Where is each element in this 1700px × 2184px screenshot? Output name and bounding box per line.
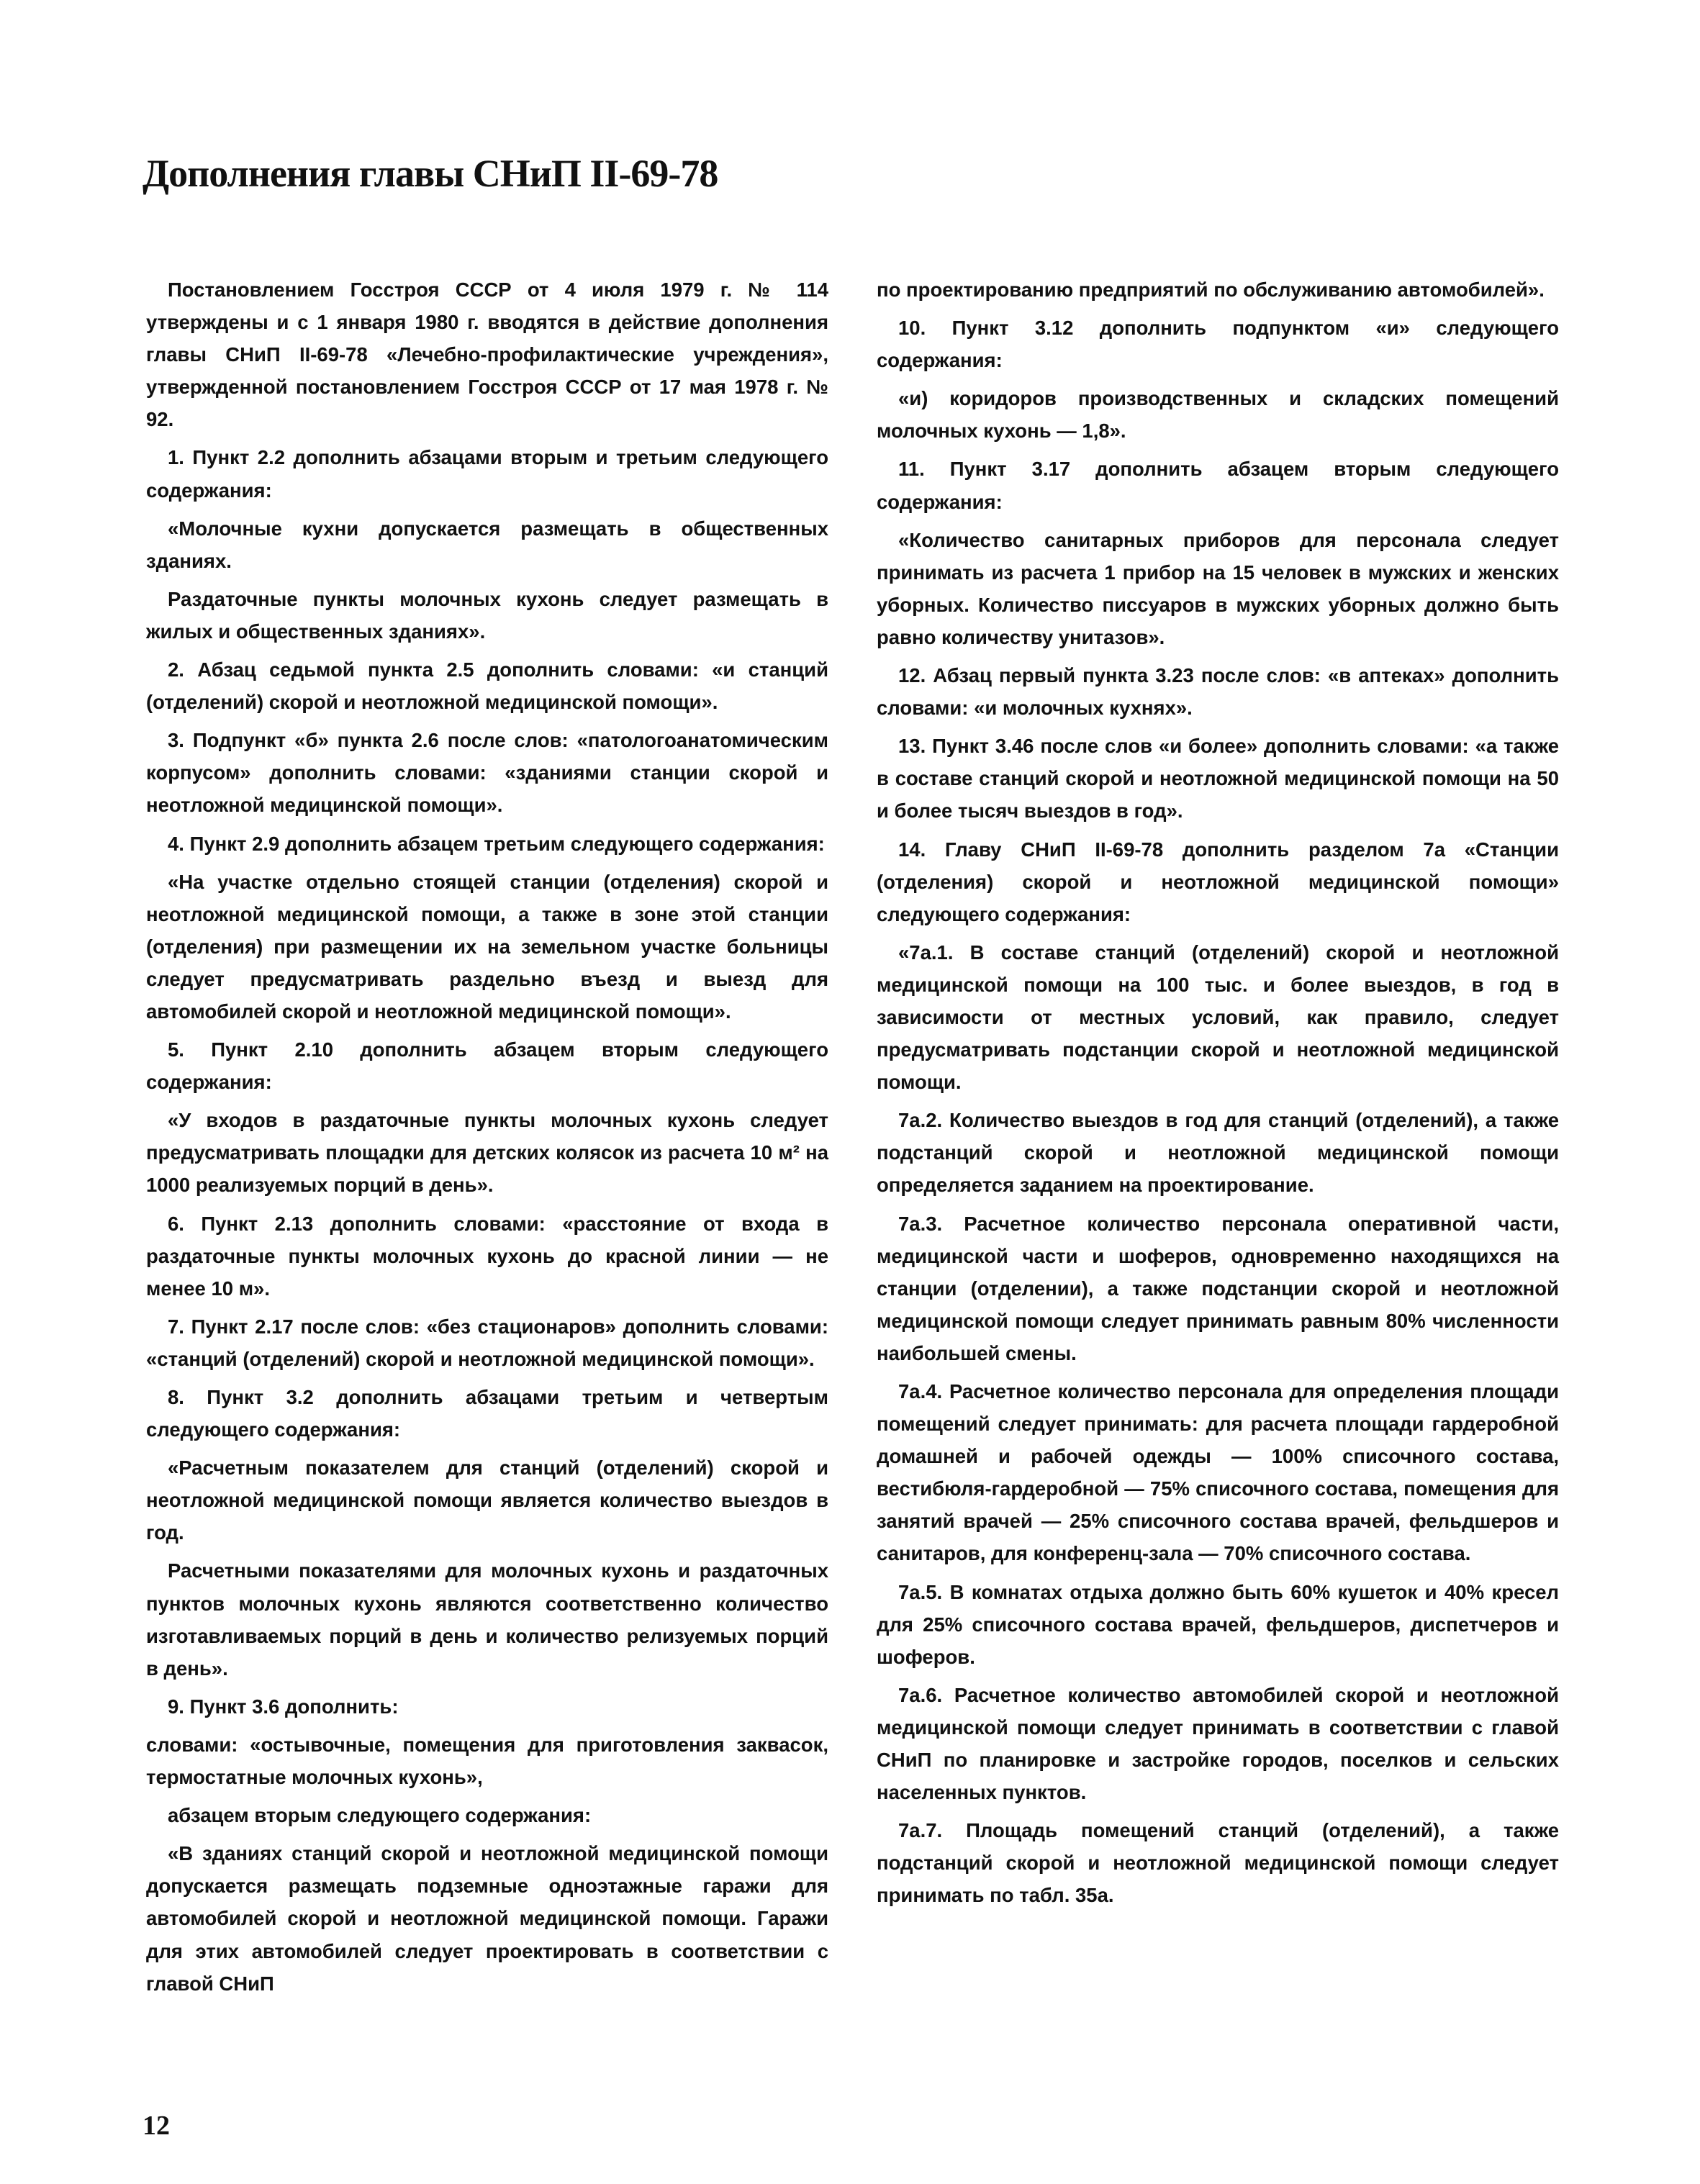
- paragraph: 14. Главу СНиП II-69-78 дополнить разделом 7а «Станции (отделения) скорой и неотложной медицинской помощи» следующего содержания:: [877, 838, 1559, 925]
- paragraph: «7а.1. В составе станций (отделений) скорой и неотложной медицинской помощи на 100 тыс. и более выездов, в год в зависимости от местных условий, как правило, следует предусматривать подстанции скорой и неотложной медицинской помощи.: [877, 941, 1559, 1094]
- paragraph: 7. Пункт 2.17 после слов: «без стационаров» дополнить словами: «станций (отделений) скорой и неотложной медицинской помощи».: [146, 1315, 828, 1370]
- paragraph: 7а.3. Расчетное количество персонала оперативной части, медицинской части и шоферов, одновременно находящихся на станции (отделении), а также подстанции скорой и неотложной медицинской помощи следует принимать равным 80% численности наибольшей смены.: [877, 1212, 1559, 1364]
- paragraph: по проектированию предприятий по обслуживанию автомобилей».: [877, 278, 1545, 301]
- paragraph: 1. Пункт 2.2 дополнить абзацами вторым и третьим следующего содержания:: [146, 446, 828, 502]
- paragraph: 12. Абзац первый пункта 3.23 после слов: «в аптеках» дополнить словами: «и молочных кухнях».: [877, 664, 1559, 720]
- left-column: [146, 273, 828, 2006]
- paragraph: 5. Пункт 2.10 дополнить абзацем вторым следующего содержания:: [146, 1038, 828, 1094]
- paragraph: Постановлением Госстроя СССР от 4 июля 1979 г. № 114 утверждены и с 1 января 1980 г. вводятся в действие дополнения главы СНиП II-69-78 «Лечебно-профилактические учреждения», утвержденной постановлением Госстроя СССР от 17 мая 1978 г. № 92.: [146, 278, 828, 431]
- paragraph: «У входов в раздаточные пункты молочных кухонь следует предусматривать площадки для детских колясок из расчета 10 м² на 1000 реализуемых порций в день».: [146, 1109, 828, 1197]
- paragraph: 7а.6. Расчетное количество автомобилей скорой и неотложной медицинской помощи следует принимать в соответствии с главой СНиП по планировке и застройке городов, поселков и сельских населенных пунктов.: [877, 1683, 1559, 1804]
- paragraph: 10. Пункт 3.12 дополнить подпунктом «и» следующего содержания:: [877, 317, 1559, 372]
- paragraph: 7а.2. Количество выездов в год для станций (отделений), а также подстанций скорой и неотложной медицинской помощи определяется заданием на проектирование.: [877, 1109, 1559, 1197]
- paragraph: словами: «остывочные, помещения для приготовления заквасок, термостатные молочных кухонь»,: [146, 1733, 828, 1789]
- paragraph: «В зданиях станций скорой и неотложной медицинской помощи допускается размещать подземные одноэтажные гаражи для автомобилей скорой и неотложной медицинской помощи. Гаражи для этих автомобилей следует проектировать в соответствии с главой СНиП: [146, 1842, 828, 1995]
- paragraph: Расчетными показателями для молочных кухонь и раздаточных пунктов молочных кухонь являются соответственно количество изготавливаемых порций в день и количество релизуемых порций в день».: [146, 1559, 828, 1680]
- paragraph: 7а.7. Площадь помещений станций (отделений), а также подстанций скорой и неотложной медицинской помощи следует принимать по табл. 35а.: [877, 1819, 1559, 1907]
- paragraph: 7а.4. Расчетное количество персонала для определения площади помещений следует принимать: для расчета площади гардеробной домашней и рабочей одежды — 100% списочного состава, вестибюля-гардеробной — 75% списочного состава, помещения для занятий врачей — 25% списочного состава врачей, фельдшеров и санитаров, для конференц-зала — 70% списочного состава.: [877, 1380, 1559, 1565]
- paragraph: 13. Пункт 3.46 после слов «и более» дополнить словами: «а также в составе станций скорой и неотложной медицинской помощи на 50 и более тысяч выездов в год».: [877, 735, 1559, 823]
- paragraph: 9. Пункт 3.6 дополнить:: [168, 1695, 399, 1718]
- paragraph: «и) коридоров производственных и складских помещений молочных кухонь — 1,8».: [877, 387, 1559, 443]
- page-title: Дополнения главы СНиП II-69-78: [143, 152, 718, 195]
- paragraph: 3. Подпункт «б» пункта 2.6 после слов: «патологоанатомическим корпусом» дополнить словами: «зданиями станции скорой и неотложной медицинской помощи».: [146, 729, 828, 817]
- page-number: 12: [143, 2111, 170, 2141]
- paragraph: «На участке отдельно стоящей станции (отделения) скорой и неотложной медицинской помощи, а также в зоне этой станции (отделения) при размещении их на земельном участке больницы следует предусматривать раздельно въезд и выезд для автомобилей скорой и неотложной медицинской помощи».: [146, 870, 828, 1023]
- paragraph: «Расчетным показателем для станций (отделений) скорой и неотложной медицинской помощи является количество выездов в год.: [146, 1456, 828, 1544]
- paragraph: 4. Пункт 2.9 дополнить абзацем третьим следующего содержания:: [168, 832, 825, 855]
- paragraph: 11. Пункт 3.17 дополнить абзацем вторым следующего содержания:: [877, 458, 1559, 513]
- paragraph: Раздаточные пункты молочных кухонь следует размещать в жилых и общественных зданиях».: [146, 587, 828, 643]
- paragraph: 7а.5. В комнатах отдыха должно быть 60% кушеток и 40% кресел для 25% списочного состава врачей, фельдшеров, диспетчеров и шоферов.: [877, 1580, 1559, 1668]
- paragraph: абзацем вторым следующего содержания:: [168, 1804, 592, 1827]
- paragraph: 6. Пункт 2.13 дополнить словами: «расстояние от входа в раздаточные пункты молочных кухонь до красной линии — не менее 10 м».: [146, 1212, 828, 1300]
- paragraph: 2. Абзац седьмой пункта 2.5 дополнить словами: «и станций (отделений) скорой и неотложной медицинской помощи».: [146, 658, 828, 714]
- paragraph: «Количество санитарных приборов для персонала следует принимать из расчета 1 прибор на 15 человек в мужских и женских уборных. Количество писсуаров в мужских уборных должно быть равно количеству унитазов».: [877, 528, 1559, 648]
- right-column: [877, 273, 1559, 1918]
- paragraph: «Молочные кухни допускается размещать в общественных зданиях.: [146, 517, 828, 572]
- paragraph: 8. Пункт 3.2 дополнить абзацами третьим и четвертым следующего содержания:: [146, 1386, 828, 1441]
